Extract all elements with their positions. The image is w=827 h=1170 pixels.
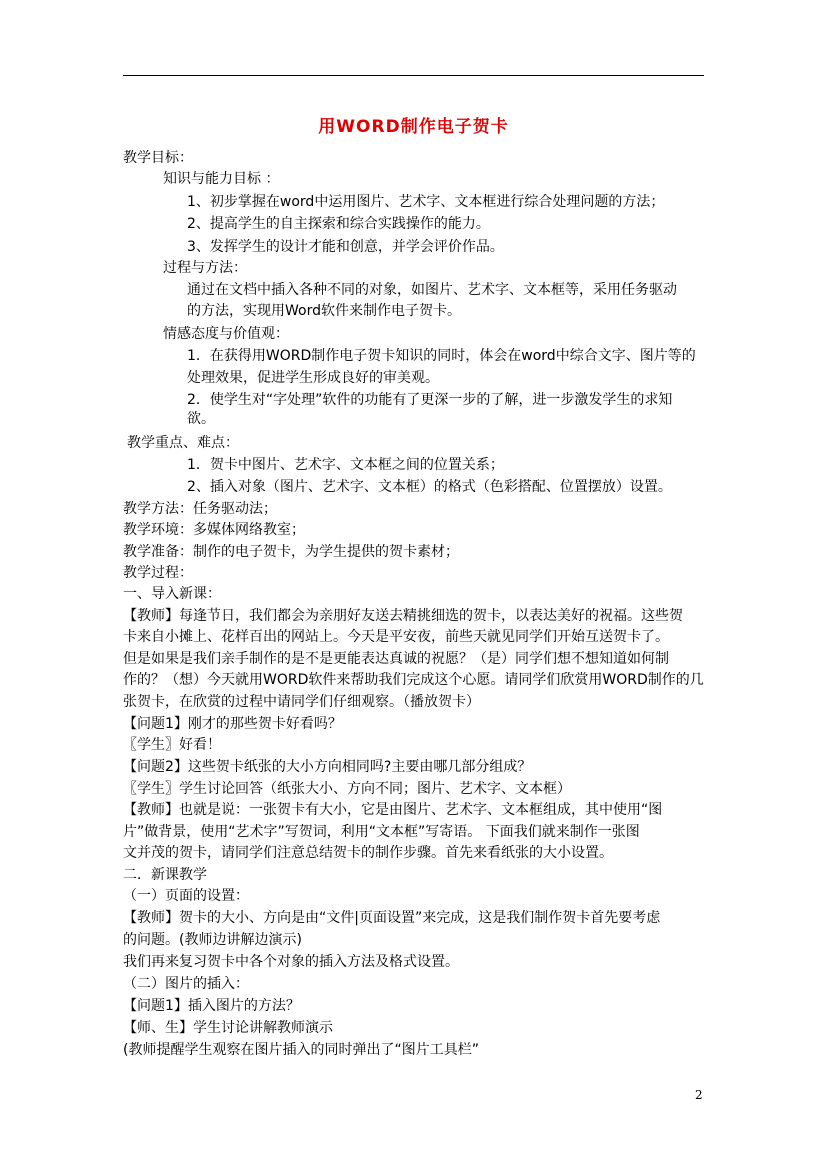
text-line: 3、发挥学生的设计才能和创意，并学会评价作品。 <box>187 239 504 255</box>
text-line: 1．在获得用WORD制作电子贺卡知识的同时，体会在word中综合文字、图片等的 <box>187 348 696 364</box>
text-line: 1．贺卡中图片、艺术字、文本框之间的位置关系； <box>187 457 504 473</box>
text-line: （一）页面的设置： <box>123 888 249 904</box>
text-line: 片”做背景，使用“艺术字”写贺词，利用“文本框”写寄语。 下面我们就来制作一张图 <box>123 824 640 840</box>
text-line: 卡来自小摊上、花样百出的网站上。今天是平安夜，前些天就见同学们开始互送贺卡了。 <box>123 629 669 645</box>
text-line: 过程与方法： <box>163 260 247 276</box>
text-line: 但是如果是我们亲手制作的是不是更能表达真诚的祝愿？（是）同学们想不想知道如何制 <box>123 651 669 667</box>
document-title: 用WORD制作电子贺卡 <box>318 117 509 137</box>
text-line: 张贺卡，在欣赏的过程中请同学们仔细观察。（播放贺卡） <box>123 694 480 710</box>
text-line: 情感态度与价值观： <box>163 326 289 342</box>
text-line: 教学环境：多媒体网络教室； <box>123 522 305 538</box>
page-number: 2 <box>695 1088 703 1102</box>
text-line: (教师提醒学生观察在图片插入的同时弹出了“图片工具栏” <box>123 1042 479 1058</box>
text-line: 教学方法：任务驱动法； <box>123 501 277 517</box>
text-line: 欲。 <box>187 411 215 427</box>
text-line: 【教师】每逢节日，我们都会为亲朋好友送去精挑细选的贺卡，以表达美好的祝福。这些贺 <box>123 608 683 624</box>
text-line: 【教师】贺卡的大小、方向是由“文件|页面设置”来完成，这是我们制作贺卡首先要考虑 <box>123 910 661 926</box>
text-line: 【问题1】刚才的那些贺卡好看吗？ <box>123 716 342 732</box>
text-line: 2．使学生对“字处理”软件的功能有了更深一步的了解，进一步激发学生的求知 <box>187 392 673 408</box>
text-line: 一、导入新课： <box>123 586 221 602</box>
text-line: 我们再来复习贺卡中各个对象的插入方法及格式设置。 <box>123 954 459 970</box>
text-line: 文并茂的贺卡，请同学们注意总结贺卡的制作步骤。首先来看纸张的大小设置。 <box>123 845 613 861</box>
text-line: 知识与能力目标 ： <box>163 171 280 187</box>
text-line: 2、提高学生的自主探索和综合实践操作的能力。 <box>187 216 490 232</box>
text-line: 【教师】也就是说：一张贺卡有大小，它是由图片、艺术字、文本框组成，其中使用“图 <box>123 802 663 818</box>
text-line: 通过在文档中插入各种不同的对象，如图片、艺术字、文本框等，采用任务驱动 <box>187 282 677 298</box>
text-line: 【问题2】这些贺卡纸张的大小方向相同吗?主要由哪几部分组成？ <box>123 759 532 775</box>
text-line: 〖学生〗好看！ <box>123 737 221 753</box>
text-line: 〖学生〗学生讨论回答（纸张大小、方向不同；图片、艺术字、文本框） <box>123 781 571 797</box>
text-line: 的方法，实现用Word软件来制作电子贺卡。 <box>187 303 461 319</box>
text-line: 的问题。(教师边讲解边演示) <box>123 932 302 948</box>
text-line: （二）图片的插入： <box>123 976 249 992</box>
text-line: 教学准备：制作的电子贺卡，为学生提供的贺卡素材； <box>123 544 459 560</box>
text-line: 【问题1】插入图片的方法？ <box>123 998 300 1014</box>
text-line: 教学过程： <box>123 565 193 581</box>
text-line: 教学目标： <box>123 150 193 166</box>
text-line: 【师、生】学生讨论讲解教师演示 <box>123 1020 333 1036</box>
text-line: 处理效果，促进学生形成良好的审美观。 <box>187 370 439 386</box>
text-line: 2、插入对象（图片、艺术字、文本框）的格式（色彩搭配、位置摆放）设置。 <box>187 479 672 495</box>
text-line: 作的？（想）今天就用WORD软件来帮助我们完成这个心愿。请同学们欣赏用WORD制作的几 <box>123 672 704 688</box>
header-rule <box>123 75 704 76</box>
text-line: 教学重点、难点： <box>127 435 239 451</box>
text-line: 1、初步掌握在word中运用图片、艺术字、文本框进行综合处理问题的方法； <box>187 194 665 210</box>
text-line: 二．新课教学 <box>123 867 207 883</box>
